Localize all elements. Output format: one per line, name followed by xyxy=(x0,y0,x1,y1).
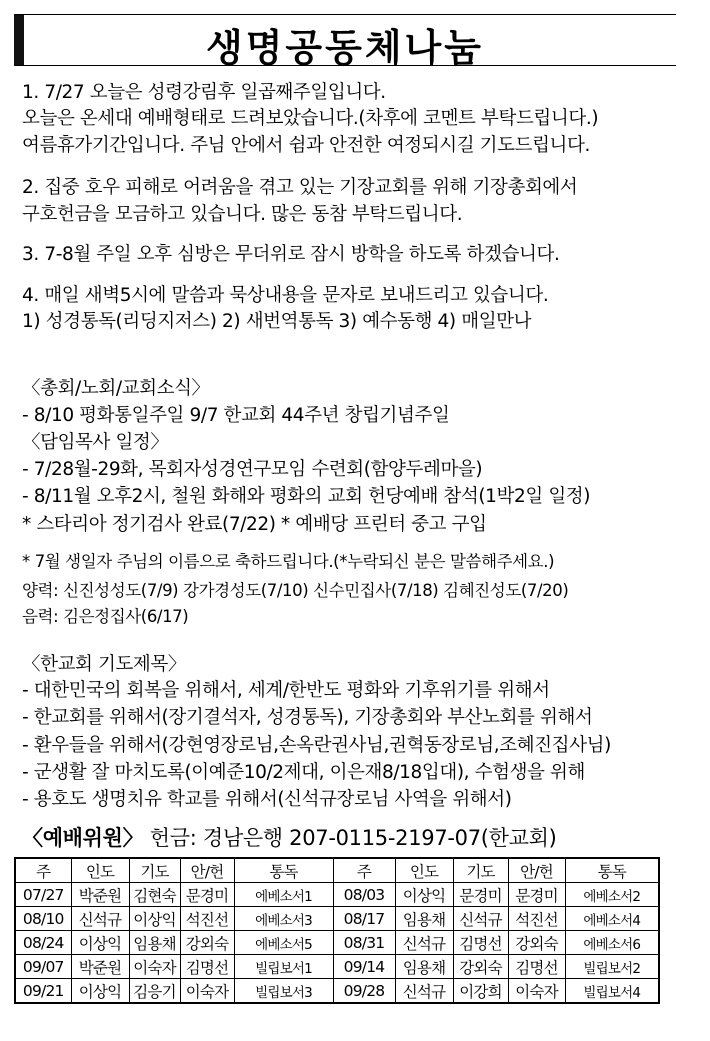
table-cell: 09/07 xyxy=(15,955,71,979)
table-cell: 이상익 xyxy=(71,931,129,955)
donation-info xyxy=(22,822,557,852)
table-cell: 강외숙 xyxy=(180,931,234,955)
col-header: 주 xyxy=(15,858,71,883)
announcement-line: 구호헌금을 모금하고 있습니다. 많은 동참 부탁드립니다. xyxy=(22,204,463,225)
announcement-line: 여름휴가기간입니다. 주님 안에서 쉼과 안전한 여정되시길 기도드립니다. xyxy=(22,135,590,156)
table-cell: 신석규 xyxy=(395,979,453,1004)
table-cell: 이숙자 xyxy=(129,955,180,979)
table-cell: 김명선 xyxy=(508,955,565,979)
donation-account: 헌금: 경남은행 207-0115-2197-07(한교회) xyxy=(143,826,557,850)
table-cell: 08/17 xyxy=(333,907,395,931)
announcement-line: 3. 7-8월 주일 오후 심방은 무더위로 잠시 방학을 하도록 하겠습니다. xyxy=(22,244,560,265)
table-cell: 문경미 xyxy=(453,883,508,907)
table-cell: 에베소서5 xyxy=(234,931,333,955)
table-cell: 에베소서3 xyxy=(234,907,333,931)
prayer-line: - 환우들을 위해서(강현영장로님,손옥란권사님,권혁동장로님,조혜진집사님) xyxy=(22,735,611,756)
announcement-line: 오늘은 온세대 예배형태로 드려보았습니다.(차후에 코멘트 부탁드립니다.) xyxy=(22,108,599,129)
table-cell: 김명선 xyxy=(180,955,234,979)
section-heading: 〈담임목사 일정〉 xyxy=(22,432,169,453)
table-cell: 김현숙 xyxy=(129,883,180,907)
announcement-line: 1. 7/27 오늘은 성령강림후 일곱째주일입니다. xyxy=(22,82,386,103)
col-header: 주 xyxy=(333,858,395,883)
col-header: 기도 xyxy=(129,858,180,883)
table-cell: 에베소서6 xyxy=(565,931,659,955)
birthday-solar: 양력: 신진성성도(7/9) 강가경성도(7/10) 신수민집사(7/18) 김혜진성도(7/20) xyxy=(22,581,569,600)
table-cell: 빌립보서2 xyxy=(565,955,659,979)
table-cell: 08/03 xyxy=(333,883,395,907)
title-bar xyxy=(14,14,676,70)
col-header: 안/헌 xyxy=(508,858,565,883)
table-cell: 이숙자 xyxy=(180,979,234,1004)
table-cell: 김응기 xyxy=(129,979,180,1004)
table-row xyxy=(15,883,659,907)
table-cell: 신석규 xyxy=(71,907,129,931)
table-cell: 강외숙 xyxy=(508,931,565,955)
prayer-line: - 한교회를 위해서(장기결석자, 성경통독), 기장총회와 부산노회를 위해서 xyxy=(22,707,593,728)
table-cell: 문경미 xyxy=(508,883,565,907)
table-cell: 김명선 xyxy=(453,931,508,955)
table-cell: 08/10 xyxy=(15,907,71,931)
table-cell: 이상익 xyxy=(71,979,129,1004)
col-header: 인도 xyxy=(71,858,129,883)
announcement-line: 4. 매일 새벽5시에 말씀과 묵상내용을 문자로 보내드리고 있습니다. xyxy=(22,285,549,306)
announcement-line: 2. 집중 호우 피해로 어려움을 겪고 있는 기장교회를 위해 기장총회에서 xyxy=(22,177,578,198)
table-cell: 임용채 xyxy=(395,955,453,979)
table-cell: 이상익 xyxy=(395,883,453,907)
table-cell: 문경미 xyxy=(180,883,234,907)
table-cell: 에베소서2 xyxy=(565,883,659,907)
section-heading: 〈총회/노회/교회소식〉 xyxy=(22,378,210,399)
table-cell: 강외숙 xyxy=(453,955,508,979)
table-cell: 빌립보서1 xyxy=(234,955,333,979)
page-title: 생명공동체나눔 xyxy=(206,26,484,70)
table-cell: 빌립보서4 xyxy=(565,979,659,1004)
news-line: - 8/10 평화통일주일 9/7 한교회 44주년 창립기념주일 xyxy=(22,405,450,426)
table-cell: 임용채 xyxy=(395,907,453,931)
news-line: * 스타리아 정기검사 완료(7/22) * 예배당 프린터 중고 구입 xyxy=(22,514,487,535)
table-cell: 박준원 xyxy=(71,883,129,907)
table-cell: 에베소서4 xyxy=(565,907,659,931)
table-cell: 박준원 xyxy=(71,955,129,979)
table-row xyxy=(15,979,659,1004)
committee-label: 〈예배위원〉 xyxy=(22,826,144,850)
prayer-line: - 대한민국의 회복을 위해서, 세계/한반도 평화와 기후위기를 위해서 xyxy=(22,680,550,701)
col-header: 통독 xyxy=(565,858,659,883)
table-cell: 이숙자 xyxy=(508,979,565,1004)
announcement-line: 1) 성경통독(리딩지저스) 2) 새번역통독 3) 예수동행 4) 매일만나 xyxy=(22,311,532,332)
news-line: - 8/11월 오후2시, 철원 화해와 평화의 교회 헌당예배 참석(1박2일 일정) xyxy=(22,486,591,507)
table-cell: 신석규 xyxy=(395,931,453,955)
table-cell: 08/31 xyxy=(333,931,395,955)
worship-roster-table xyxy=(14,857,660,1004)
col-header: 기도 xyxy=(453,858,508,883)
table-header-row xyxy=(15,858,659,883)
table-cell: 신석규 xyxy=(453,907,508,931)
news-line: - 7/28월-29화, 목회자성경연구모임 수련회(함양두레마을) xyxy=(22,459,483,480)
col-header: 통독 xyxy=(234,858,333,883)
prayer-line: - 군생활 잘 마치도록(이예준10/2제대, 이은재8/18입대), 수험생을 위해 xyxy=(22,762,585,783)
table-cell: 이강희 xyxy=(453,979,508,1004)
table-cell: 석진선 xyxy=(508,907,565,931)
table-cell: 09/21 xyxy=(15,979,71,1004)
table-cell: 석진선 xyxy=(180,907,234,931)
table-cell: 빌립보서3 xyxy=(234,979,333,1004)
table-row xyxy=(15,907,659,931)
section-heading: 〈한교회 기도제목〉 xyxy=(22,654,186,675)
col-header: 인도 xyxy=(395,858,453,883)
table-cell: 에베소서1 xyxy=(234,883,333,907)
table-cell: 07/27 xyxy=(15,883,71,907)
table-row xyxy=(15,931,659,955)
col-header: 안/헌 xyxy=(180,858,234,883)
table-cell: 09/14 xyxy=(333,955,395,979)
birthday-lunar: 음력: 김은정집사(6/17) xyxy=(22,607,189,626)
table-cell: 09/28 xyxy=(333,979,395,1004)
table-cell: 이상익 xyxy=(129,907,180,931)
table-cell: 임용채 xyxy=(129,931,180,955)
prayer-line: - 용호도 생명치유 학교를 위해서(신석규장로님 사역을 위해서) xyxy=(22,789,512,810)
birthday-line: * 7월 생일자 주님의 이름으로 축하드립니다.(*누락되신 분은 말씀해주세요.) xyxy=(22,552,555,571)
table-row xyxy=(15,955,659,979)
table-cell: 08/24 xyxy=(15,931,71,955)
